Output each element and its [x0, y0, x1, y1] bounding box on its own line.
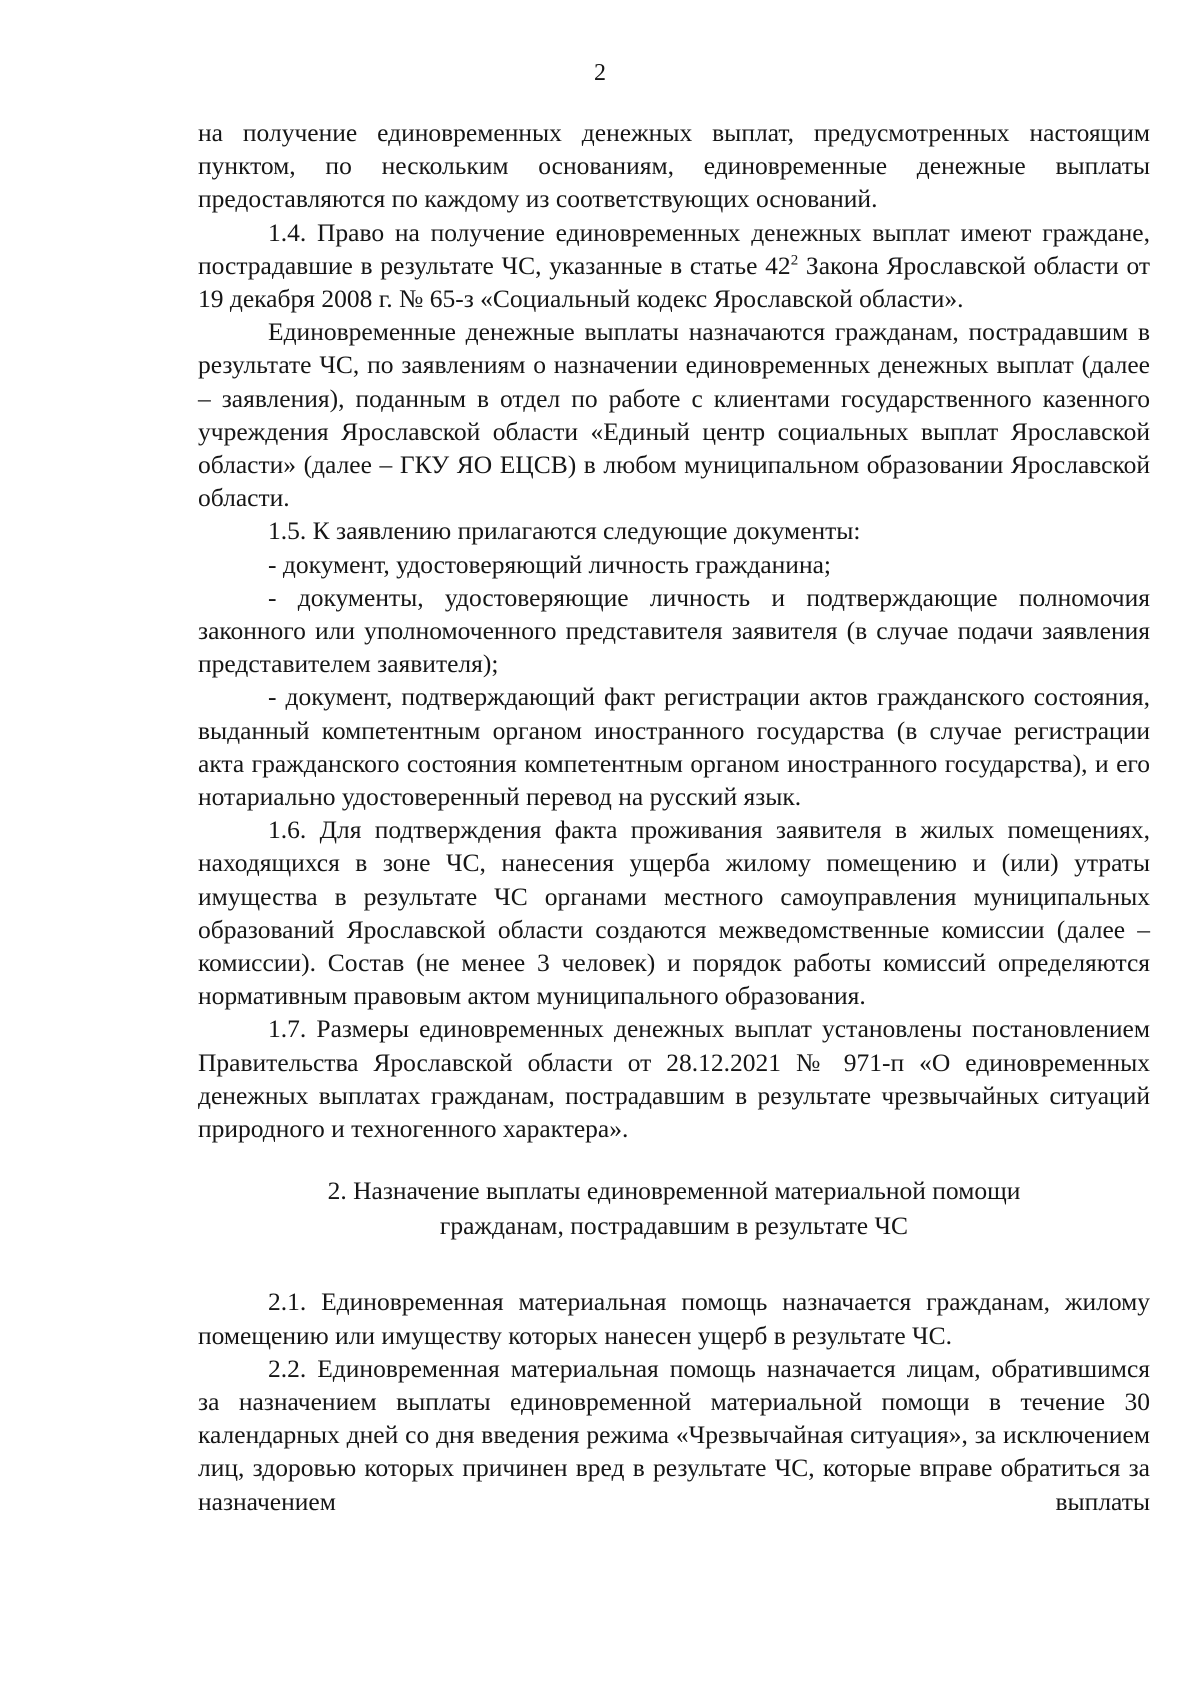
paragraph-lump-sum: Единовременные денежные выплаты назначаются гражданам, пострадавшим в результате ЧС, по заявлениям о назначении единовременных денежных выплат (далее – заявления), поданным в отдел по работе с клиентами государственного казенного учреждения Ярославской области «Единый центр социальных выплат Ярославской области» (далее – ГКУ ЯО ЕЦСВ) в любом муниципальном образовании Ярославской области. [198, 317, 1150, 513]
paragraph-2-2: 2.2. Единовременная материальная помощь назначается лицам, обратившимся за назначением выплаты единовременной материальной помощи в течение 30 календарных дней со дня введения режима «Чрезвычайная ситуация», за исключением лиц, здоровью которых причинен вред в результате ЧС, которые вправе обратиться за назначением выплаты [198, 1353, 1150, 1516]
list-item-representative-documents: - документы, удостоверяющие личность и подтверждающие полномочия законного или уполномоченного представителя заявителя (в случае подачи заявления представителем заявителя); [198, 582, 1150, 679]
paragraph-1-6: 1.6. Для подтверждения факта проживания заявителя в жилых помещениях, находящихся в зоне ЧС, нанесения ущерба жилому помещению и (или) утраты имущества в результате ЧС органами местного самоуправления муниципальных образований Ярославской области создаются межведомственные комиссии (далее – комиссии). Состав (не менее 3 человек) и порядок работы комиссий определяются нормативным правовым актом муниципального образования. [198, 815, 1150, 1011]
paragraph-1-7: 1.7. Размеры единовременных денежных выплат установлены постановлением Правительства Ярославской области от 28.12.2021 № 971-п «О единовременных денежных выплатах гражданам, пострадавшим в результате чрезвычайных ситуаций природного и техногенного характера». [198, 1014, 1150, 1144]
section-2-heading [198, 1173, 1150, 1243]
superscript-article: 2 [790, 252, 799, 269]
paragraph-1-4-part-b: Закона Ярославской области от 19 декабря 2008 г. № 65-з «Социальный кодекс Ярославской области». [198, 250, 1151, 314]
paragraph-1-5: 1.5. К заявлению прилагаются следующие документы: [268, 516, 861, 546]
section-2-heading-line-1: 2. Назначение выплаты единовременной материальной помощи [327, 1176, 1021, 1206]
paragraph-1-4 [198, 216, 1150, 316]
list-item-identity-document: - документ, удостоверяющий личность гражданина; [268, 549, 832, 579]
paragraph-continuation: на получение единовременных денежных выплат, предусмотренных настоящим пунктом, по нескольким основаниям, единовременные денежные выплаты предоставляются по каждому из соответствующих оснований. [198, 118, 1150, 214]
section-2-heading-line-2: гражданам, пострадавшим в результате ЧС [439, 1211, 909, 1241]
page-number: 2 [594, 60, 606, 86]
document-body [198, 116, 1150, 1518]
paragraph-1-4-part-a: 1.4. Право на получение единовременных денежных выплат имеют граждане, пострадавшие в результате ЧС, указанные в статье 42 [198, 217, 1150, 280]
list-item-civil-status-document: - документ, подтверждающий факт регистрации актов гражданского состояния, выданный компетентным органом иностранного государства (в случае регистрации акта гражданского состояния компетентным органом иностранного государства), и его нотариально удостоверенный перевод на русский язык. [198, 682, 1150, 812]
paragraph-2-1: 2.1. Единовременная материальная помощь назначается гражданам, жилому помещению или имуществу которых нанесен ущерб в результате ЧС. [198, 1287, 1150, 1350]
